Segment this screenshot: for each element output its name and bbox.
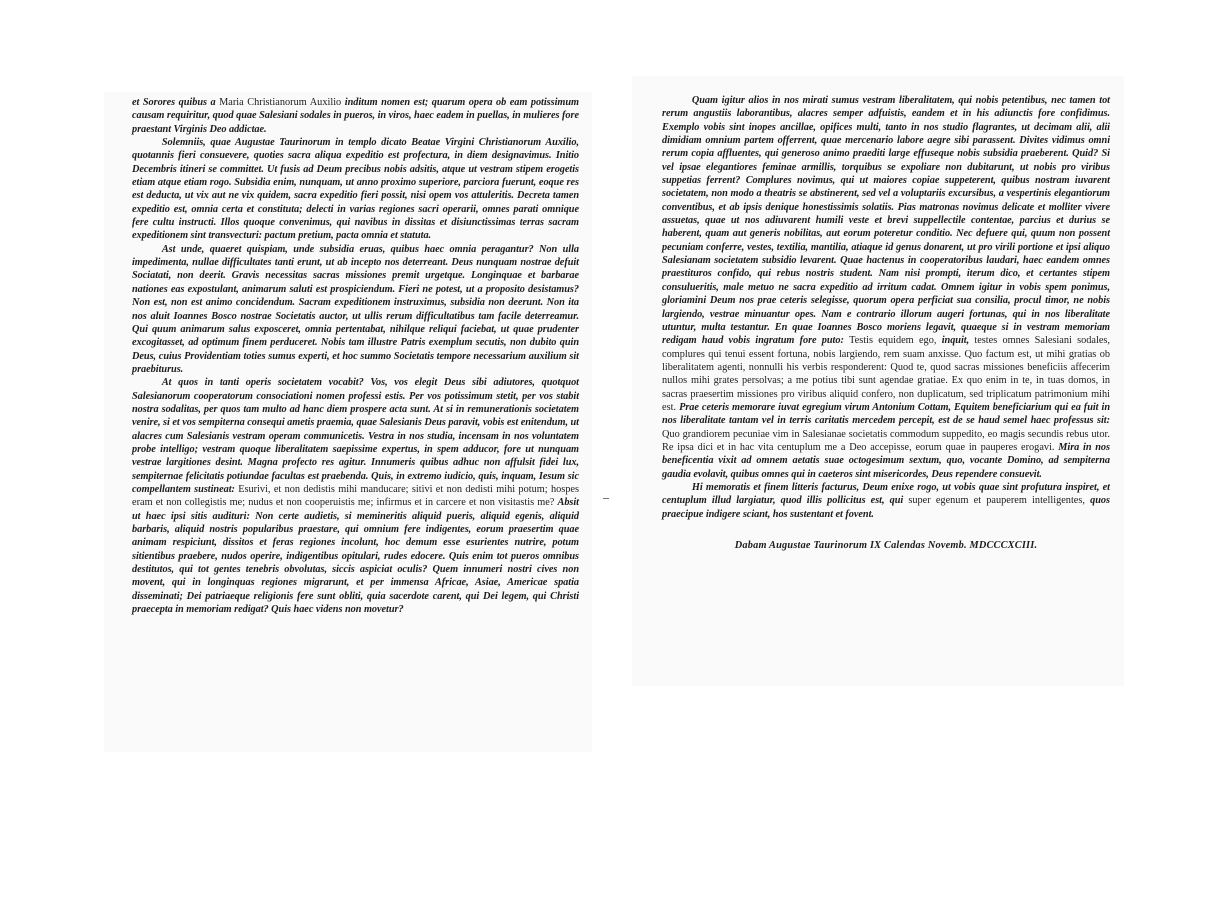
left-paragraph-4 — [132, 376, 579, 616]
page-edge-mark — [603, 498, 609, 499]
dateline: Dabam Augustae Taurinorum IX Calendas Novemb. MDCCCXCIII. — [734, 540, 1038, 551]
text-run: Solemniis, quae Augustae Taurinorum in templo dicato Beatae Virgini Christianorum Auxilio, quotannis fieri consuevere, quoties sacra aliqua expeditio est profectura, in diem designavimus. Initio Decembris itineri se committet. Ut fusis ad Deum precibus nobis adsitis, atque ut vestram stipem erogetis etiam atque etiam rogo. Subsidia enim, nunquam, ut anno proximo superiore, parciora fuerunt, eoque res est deducta, ut vix aut ne vix quidem, sacra expeditio fieri possit, nisi opem vos attuleritis. Decreta tamen expeditio est, omnia certa et constituta; delecti in varias regiones sacri operarii, omnes parati omnique fere cultu instructi. Illos quoque convenimus, qui navibus in dissitas et disiunctissimas terras sacram expeditionem sint transvecturi: pactum pretium, pacta omnia et statuta. — [132, 137, 579, 242]
right-page — [632, 76, 1124, 686]
text-run: Testis equidem ego, — [849, 335, 942, 347]
left-paragraph-2 — [132, 136, 579, 243]
text-run: Hi memoratis et finem litteris facturus, Deum enixe rogo, ut vobis quae sint profutura inspiret, et centuplum illud largiatur, quod illis pollicitus est, qui — [662, 481, 1110, 507]
text-run: At quos in tanti operis societatem vocabit? Vos, vos elegit Deus sibi adiutores, quotquot Salesianorum cooperatorum consociationi nomen professi estis. Per vos potissimum stetit, per vos stabit nostra sodalitas, per quos tam multo ad hanc diem prospere acta sunt. At si in remunerationis societatem venire, si et vos sempiterna consequi ametis praemia, quae Salesianis Deus paravit, vobis est enitendum, ut alacres cum Salesianis vestram operam communicetis. Vestra in nos studia, incensam in nos voluntatem probe intelligo; vestram quoque liberalitatem saepissime expertus, in spem adducor, fore ut nunquam vestrae largitiones desint. Magna profecto res agitur. Innumeris quibus adhuc non affulsit fidei lux, sempiternae felicitatis potiundae facultas est praebenda. Quis, in extremo iudicio, quis, inquam, Iesum sic compellantem sustineat: — [132, 377, 579, 495]
text-run: Prae ceteris memorare iuvat egregium virum Antonium Cottam, Equitem beneficiarium qui ea fuit in nos liberalitate tantam vel in terris caritatis mercedem percepit, est de se haud semel haec professus sit: — [662, 401, 1110, 427]
left-paragraph-1 — [132, 96, 579, 136]
text-run: Maria Christianorum Auxilio — [219, 97, 345, 108]
text-run: inditum nomen est; quarum opera ob eam potissimum causam requiritur, quod quae Salesiani sodales in pueros, in viros, haec eadem in puellas, in mulieres fore praestant Virginis Deo addictae. — [132, 97, 579, 135]
left-paragraph-3 — [132, 243, 579, 376]
text-run: inquit, — [941, 335, 975, 347]
text-run: Quam igitur alios in nos mirati sumus vestram liberalitatem, qui nobis petentibus, nec tamen tot rerum angustiis laborantibus, alacres semper adfuistis, eandem et in his adiunctis fore confidimus. Exemplo vobis sint inopes ancillae, opifices multi, tanto in nos studio flagrantes, ut decimam alii, alii dimidiam omnium partem offerrent, quae mercenario labore aegre sibi parassent. Divites vidimus omni rerum copia affluentes, qui generoso animo praediti large effuseque nobis subsidia praeberent. Quid? Si vel ipsae elegantiores feminae armillis, torquibus se expoliare non dubitarunt, ut nobis pro viribus suppetias ferrent? Complures novimus, qui ut maiores copiae suppeterent, quibus nostram iuvarent societatem, non modo a theatris se abstinerent, sed vel a voluptariis excursibus, a vespertinis elegantiorum conventibus, et ab ipsis denique honestissimis solatiis. Pias matronas novimus delicate et molliter vivere assuetas, quae ut nos adiuvarent humili veste et brevi suppellectile contentae, parcius et durius se haberent, quam aut generis nobilitas, aut eorum poteretur conditio. Nec defuere qui, quum non possent pecuniam conferre, vestes, textilia, mantilia, atiaque id genus donarent, ut pro virili portione et ipsi aliquo Salesianam societatem subsidio levarent. Quae hactenus in cooperatoribus laudari, haec eandem omnes praestituros confido, qui rebus nostris student. Nam nisi prompti, iterum dico, et certantes stipem consulueritis, male metuo ne sacra expeditio ad irritum cadat. Omnem igitur in vobis spem ponimus, gloriamini Deum nos prae ceteris selegisse, quorum opera perficiat sua consilia, procul timor, ne nobis largiendo, vestrae minuantur opes. Nam e contrario illorum augeri fortunas, qui in nos liberalitate utuntur, multa testantur. En quae Ioannes Bosco moriens legavit, quaeque si in vestram memoriam redigam haud vobis ingratum fore puto: — [662, 95, 1110, 347]
text-run: Absit ut haec ipsi sitis audituri: Non certe audietis, si memineritis aliquid pueris, aliquid egenis, aliquid barbaris, aliquid nostris popularibus praestare, qui omnium fere indigentes, eorum praesertim quae animam respiciunt, dissitos et feras regiones incolunt, hoc demum esse esurientes nutrire, potum sitientibus praebere, nudos operire, indigentibus opitulari, rudes edocere. Quis enim tot pueros omnibus destitutos, qui tot gentes tenebris obvolutas, siccis aspiciat oculis? Quem innumeri nostri cives non movent, qui in longinquas regiones migrarunt, et per immensa Africae, Asiae, Americae spatia disseminati; Dei patriaeque religionis fere sunt obliti, quia sacerdote carent, qui Dei legem, qui Christi praecepta in memoriam redigat? Quis haec videns non movetur? — [132, 497, 579, 616]
text-run: Mira in nos beneficentia vixit ad omnem aetatis suae octogesimum sextum, quo, vocante Domino, ad sempiterna gaudia evolavit, quibus omnes qui in caeteros sint misericordes, Deus rependere consuevit. — [662, 441, 1110, 480]
right-page-text — [662, 94, 1110, 552]
text-run: super egenum et pauperem intelligentes, — [908, 495, 1091, 507]
text-run: testes omnes Salesiani sodales, complures qui tenui essent fortuna, nobis largiendo, rem suam anxisse. Quo factum est, ut mihi gratias ob liberalitatem agenti, nonnulli his verbis responderent: Quod te, quod sacras missiones beneficiis affecerim nullos mihi grates persolvas; a me potius tibi sunt agendae gratiae. Ex quo enim in te, in tuas domos, in sacras praesertim missiones pro viribus aliquid confero, non duplicatum, sed triplicatum patrimonium mihi est. — [662, 335, 1111, 413]
text-run: Quo grandiorem pecuniae vim in Salesianae societatis commodum suppedito, eo magis secundis rebus utor. Re ipsa dici et in hac vita centuplum me a Deo accepisse, eorum quae in pauperes erogavi. — [662, 428, 1110, 453]
left-page — [104, 92, 592, 752]
text-run: quos praecipue indigere sciant, hos sustentant et fovent. — [662, 495, 1110, 520]
text-run: Esurivi, et non dedistis mihi manducare; sitivi et non dedisti mihi potum; hospes eram et non collegistis me; nudus et non cooperuistis me; infirmus et in carcere et non visitastis me? — [132, 483, 579, 509]
right-paragraph-2 — [662, 481, 1110, 521]
left-page-text — [132, 96, 579, 616]
text-run: et Sorores quibus a — [132, 97, 220, 108]
text-run: Ast unde, quaeret quispiam, unde subsidia eruas, quibus haec omnia peragantur? Non ulla impedimenta, nullae difficultates tanti erunt, ut ab incepto nos deterreant. Deus nunquam nostrae defuit Sociatati, non deerit. Gravis necessitas sacras missiones premit urgetque. Longinquae et barbarae nationes eas expostulant, animarum saluti est prospiciendum. Fieri ne potest, ut a proposito desistamus? Non est, non est animo concidendum. Sacram expeditionem instruximus, subsidia non deerunt. Non ita nos aluit Ioannes Bosco nostrae Societatis auctor, ut ullis rerum difficultatibus tam facile deterreamur. Qui quum animarum salus exposceret, omnia pertentabat, nihilque reliqui faciebat, ut quae prudenter excogitasset, ad optimum finem perduceret. Nobis tam illustre Patris exemplum secutis, non dubito quin Deus, cuius Providentiam toties sumus experti, et hoc summo Societatis tempore necessarium auxilium sit praebiturus. — [132, 243, 579, 375]
right-paragraph-1 — [662, 94, 1110, 481]
